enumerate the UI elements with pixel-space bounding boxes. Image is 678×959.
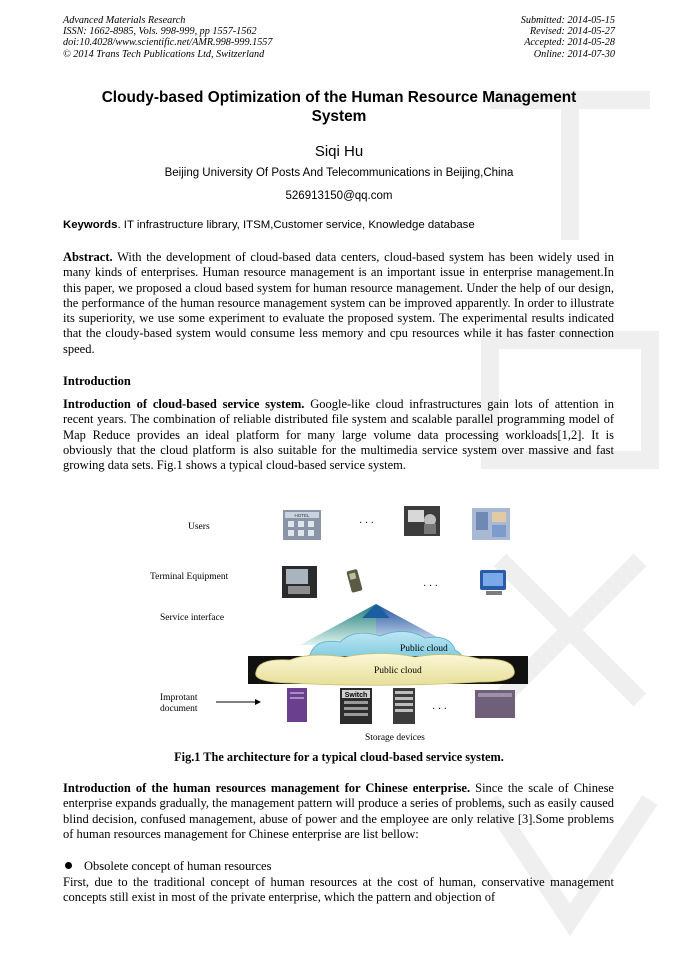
public-cloud-top-label: Public cloud <box>400 644 448 654</box>
abstract-paragraph <box>63 250 614 357</box>
label-important-document-1: Improtant <box>160 693 198 703</box>
journal-doi: doi:10.4028/www.scientific.net/AMR.998-999.1557 <box>63 37 273 49</box>
figure-caption: Fig.1 The architecture for a typical cloud-based service system. <box>174 750 504 764</box>
hotel-sign: HOTEL <box>294 513 310 518</box>
abstract-label: Abstract. <box>63 250 113 264</box>
date-submitted: Submitted: 2014-05-15 <box>520 15 615 26</box>
keywords-line <box>63 219 623 231</box>
paper-title <box>80 88 598 126</box>
abstract-text: With the development of cloud-based data centers, cloud-based system has been widely used in many kinds of enterprises. Human resource management is an important issue in enterprise management.In this paper, we proposed a cloud based system for human resource management. Under the help of our design, the performance of the human resource management system can be improved apparently. In order to illustrate its superiority, we use some experiment to evaluate the proposed system. The experimental results indicated that the cloudy-based system would consume less memory and cpu resources while it has faster connection speed. <box>63 250 614 356</box>
keywords-text: . IT infrastructure library, ITSM,Customer service, Knowledge database <box>117 219 475 231</box>
last-paragraph: First, due to the traditional concept of human resources at the cost of human, conservative management concepts still exist in most of the private enterprise, which the pattern and objection of <box>63 875 614 905</box>
terminal-ellipsis: · · · <box>423 581 438 592</box>
office-worker-photo-icon <box>404 506 440 536</box>
date-revised: Revised: 2014-05-27 <box>529 26 615 38</box>
journal-copyright: © 2014 Trans Tech Publications Ltd, Switzerland <box>63 48 265 60</box>
hr-paragraph <box>63 781 614 842</box>
desktop-computer-icon <box>282 566 317 598</box>
storage-ellipsis: · · · <box>432 704 447 715</box>
switch-label: Switch <box>344 692 368 699</box>
public-cloud-bottom-label: Public cloud <box>374 666 422 676</box>
journal-header-right <box>521 15 615 60</box>
intro-text: Google-like cloud infrastructures gain lots of attention in recent years. The combination of reliable distributed file system and scalable parallel programming model of Map Reduce provides an ideal platform for many large volume data processing workloads[1,2]. It is obviously that the cloud platform is also suitable for the multimedia service system over massive and fast growing data sets. Fig.1 shows a typical cloud-based service system. <box>63 397 614 473</box>
hr-text: Since the scale of Chinese enterprise expands gradually, the management pattern will produce a series of problems, such as easily caused blind decision, confused management, abuse of power and the employee are only relative [3].Some problems of human resources management for Chinese enterprise are list bellow: <box>63 781 614 841</box>
bullet-text: Obsolete concept of human resources <box>84 859 272 873</box>
journal-header-left <box>63 15 272 60</box>
mobile-phone-icon <box>346 569 362 593</box>
journal-name: Advanced Materials Research <box>63 15 186 26</box>
label-important-document-2: document <box>160 704 198 714</box>
arrow-to-storage-icon <box>216 699 261 705</box>
disk-array-icon <box>475 690 515 718</box>
intro-paragraph <box>63 397 614 473</box>
users-ellipsis: · · · <box>359 518 374 529</box>
label-terminal-equipment: Terminal Equipment <box>150 572 229 582</box>
author-email: 526913150@qq.com <box>285 190 393 202</box>
public-cloud-bottom <box>248 654 528 686</box>
label-service-interface: Service interface <box>160 613 225 623</box>
hotel-building-icon <box>283 510 321 540</box>
paper-title-line-1: Cloudy-based Optimization of the Human Resource Management <box>101 89 577 106</box>
storage-rack-icon <box>393 688 415 724</box>
author-affiliation: Beijing University Of Posts And Telecommunications in Beijing,China <box>164 167 514 179</box>
switch-device-icon <box>340 688 372 724</box>
intro-label: Introduction of cloud-based service system. <box>63 397 305 411</box>
journal-issn: ISSN: 1662-8985, Vols. 998-999, pp 1557-1562 <box>63 26 257 38</box>
label-users: Users <box>188 522 210 532</box>
section-heading-introduction: Introduction <box>63 374 131 388</box>
label-storage-devices: Storage devices <box>365 733 425 743</box>
bullet-item <box>63 859 614 874</box>
keywords-label: Keywords <box>63 219 118 231</box>
hr-label: Introduction of the human resources management for Chinese enterprise. <box>63 781 471 795</box>
date-online: Online: 2014-07-30 <box>533 48 615 60</box>
building-complex-icon <box>472 508 510 540</box>
monitor-icon <box>480 570 506 595</box>
architecture-figure <box>140 500 540 745</box>
paper-title-line-2: System <box>311 108 367 125</box>
purple-server-icon <box>287 688 307 722</box>
author-name: Siqi Hu <box>314 143 364 160</box>
date-accepted: Accepted: 2014-05-28 <box>524 37 615 49</box>
bullet-dot-icon <box>65 862 72 869</box>
